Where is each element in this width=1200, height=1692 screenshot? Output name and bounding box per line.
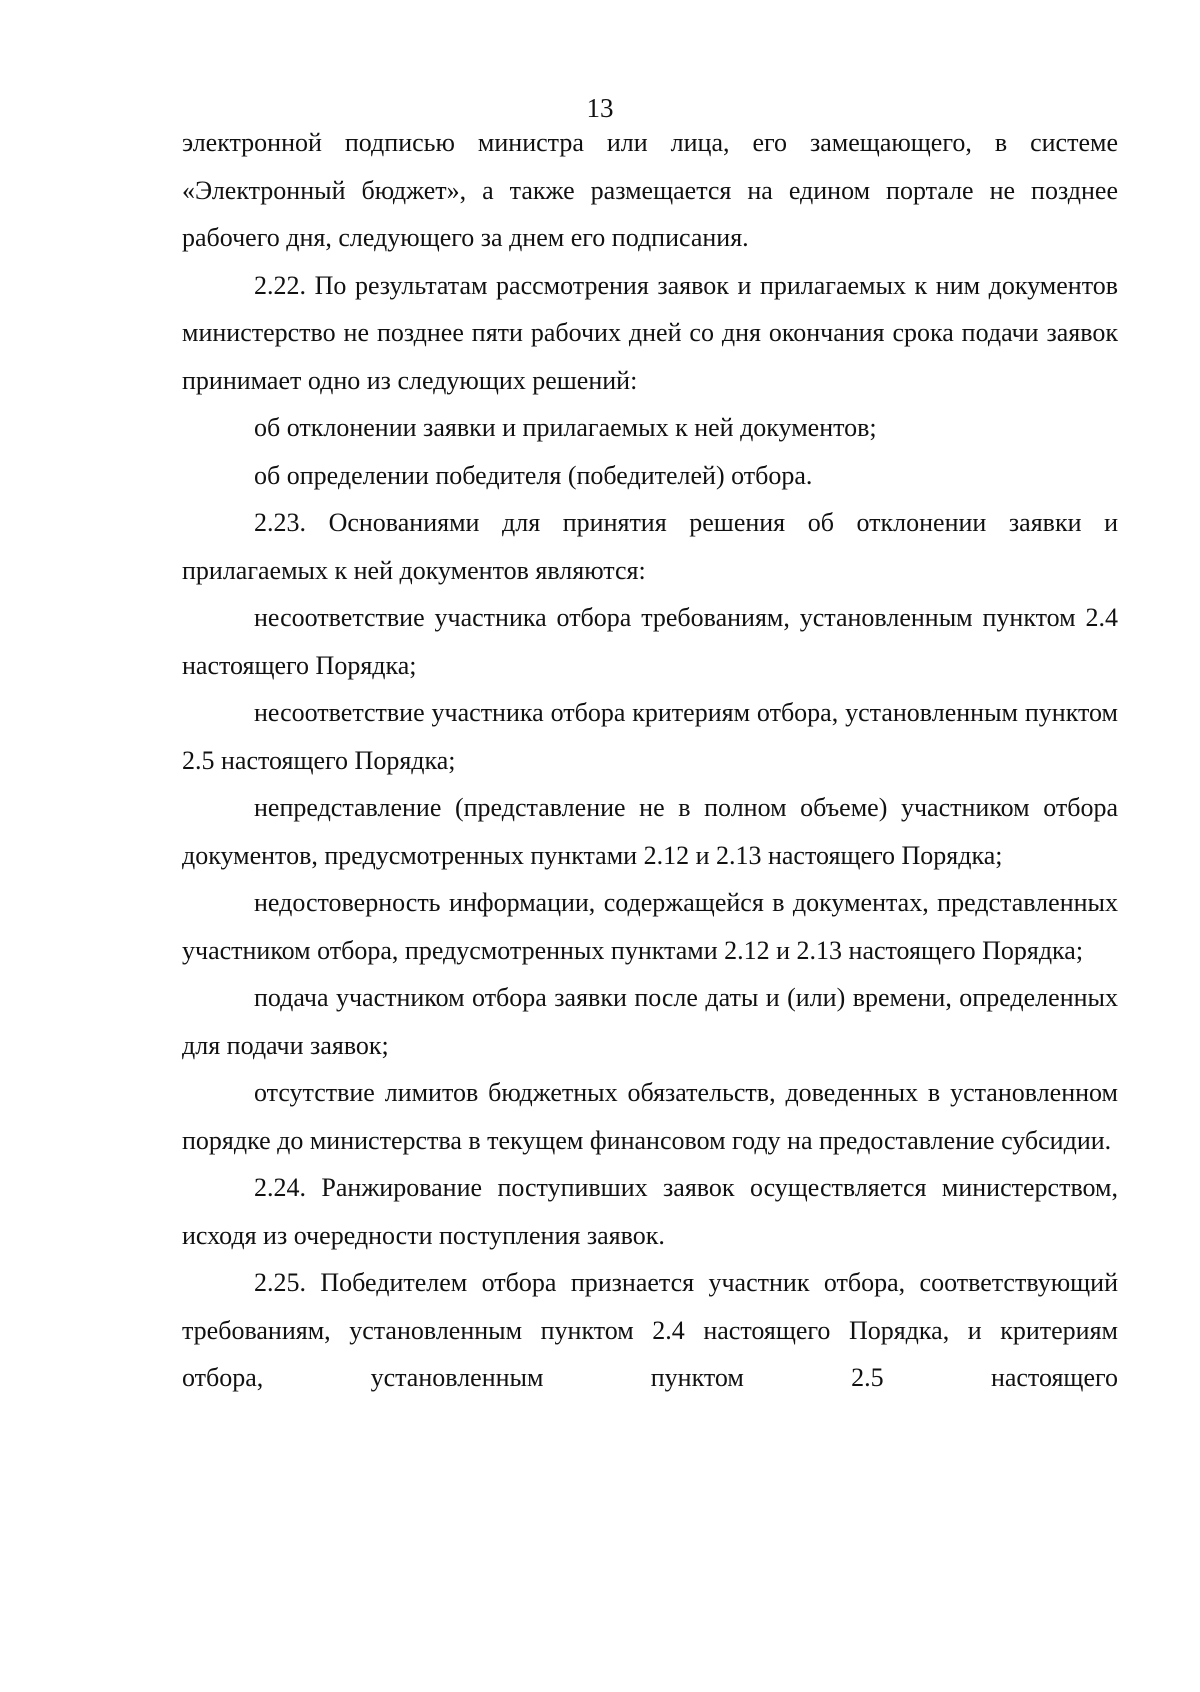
paragraph-ground-no-limits: отсутствие лимитов бюджетных обязательств, доведенных в установленном порядке до министерства в текущем финансовом году на предоставление субсидии. — [182, 1078, 1118, 1155]
paragraph-2-23: 2.23. Основаниями для принятия решения об отклонении заявки и прилагаемых к ней документов являются: — [182, 508, 1118, 585]
paragraph-ground-unreliable-info: недостоверность информации, содержащейся в документах, представленных участником отбора, предусмотренных пунктами 2.12 и 2.13 настоящего Порядка; — [182, 888, 1118, 965]
paragraph-2-24: 2.24. Ранжирование поступивших заявок осуществляется министерством, исходя из очередности поступления заявок. — [182, 1173, 1118, 1250]
paragraph-decision-winner: об определении победителя (победителей) отбора. — [254, 460, 813, 490]
paragraph-decision-reject: об отклонении заявки и прилагаемых к ней документов; — [254, 413, 877, 442]
document-body — [182, 119, 1118, 1402]
paragraph-2-25: 2.25. Победителем отбора признается участник отбора, соответствующий требованиям, установленным пунктом 2.4 настоящего Порядка, и критериям отбора, установленным пунктом 2.5 настоящего — [182, 1268, 1118, 1392]
paragraph-2-22: 2.22. По результатам рассмотрения заявок и прилагаемых к ним документов министерство не позднее пяти рабочих дней со дня окончания срока подачи заявок принимает одно из следующих решений: — [182, 270, 1118, 395]
paragraph-ground-criteria: несоответствие участника отбора критериям отбора, установленным пунктом 2.5 настоящего Порядка; — [182, 698, 1118, 775]
paragraph-ground-documents: непредставление (представление не в полном объеме) участником отбора документов, предусмотренных пунктами 2.12 и 2.13 настоящего Порядка; — [182, 793, 1118, 870]
paragraph-ground-late-submission: подача участником отбора заявки после даты и (или) времени, определенных для подачи заявок; — [182, 983, 1118, 1060]
page-number: 13 — [586, 93, 614, 123]
paragraph-signature-publication: электронной подписью министра или лица, его замещающего, в системе «Электронный бюджет», а также размещается на едином портале не позднее рабочего дня, следующего за днем его подписания. — [182, 128, 1118, 252]
paragraph-ground-requirements: несоответствие участника отбора требованиям, установленным пунктом 2.4 настоящего Порядка; — [182, 603, 1118, 680]
